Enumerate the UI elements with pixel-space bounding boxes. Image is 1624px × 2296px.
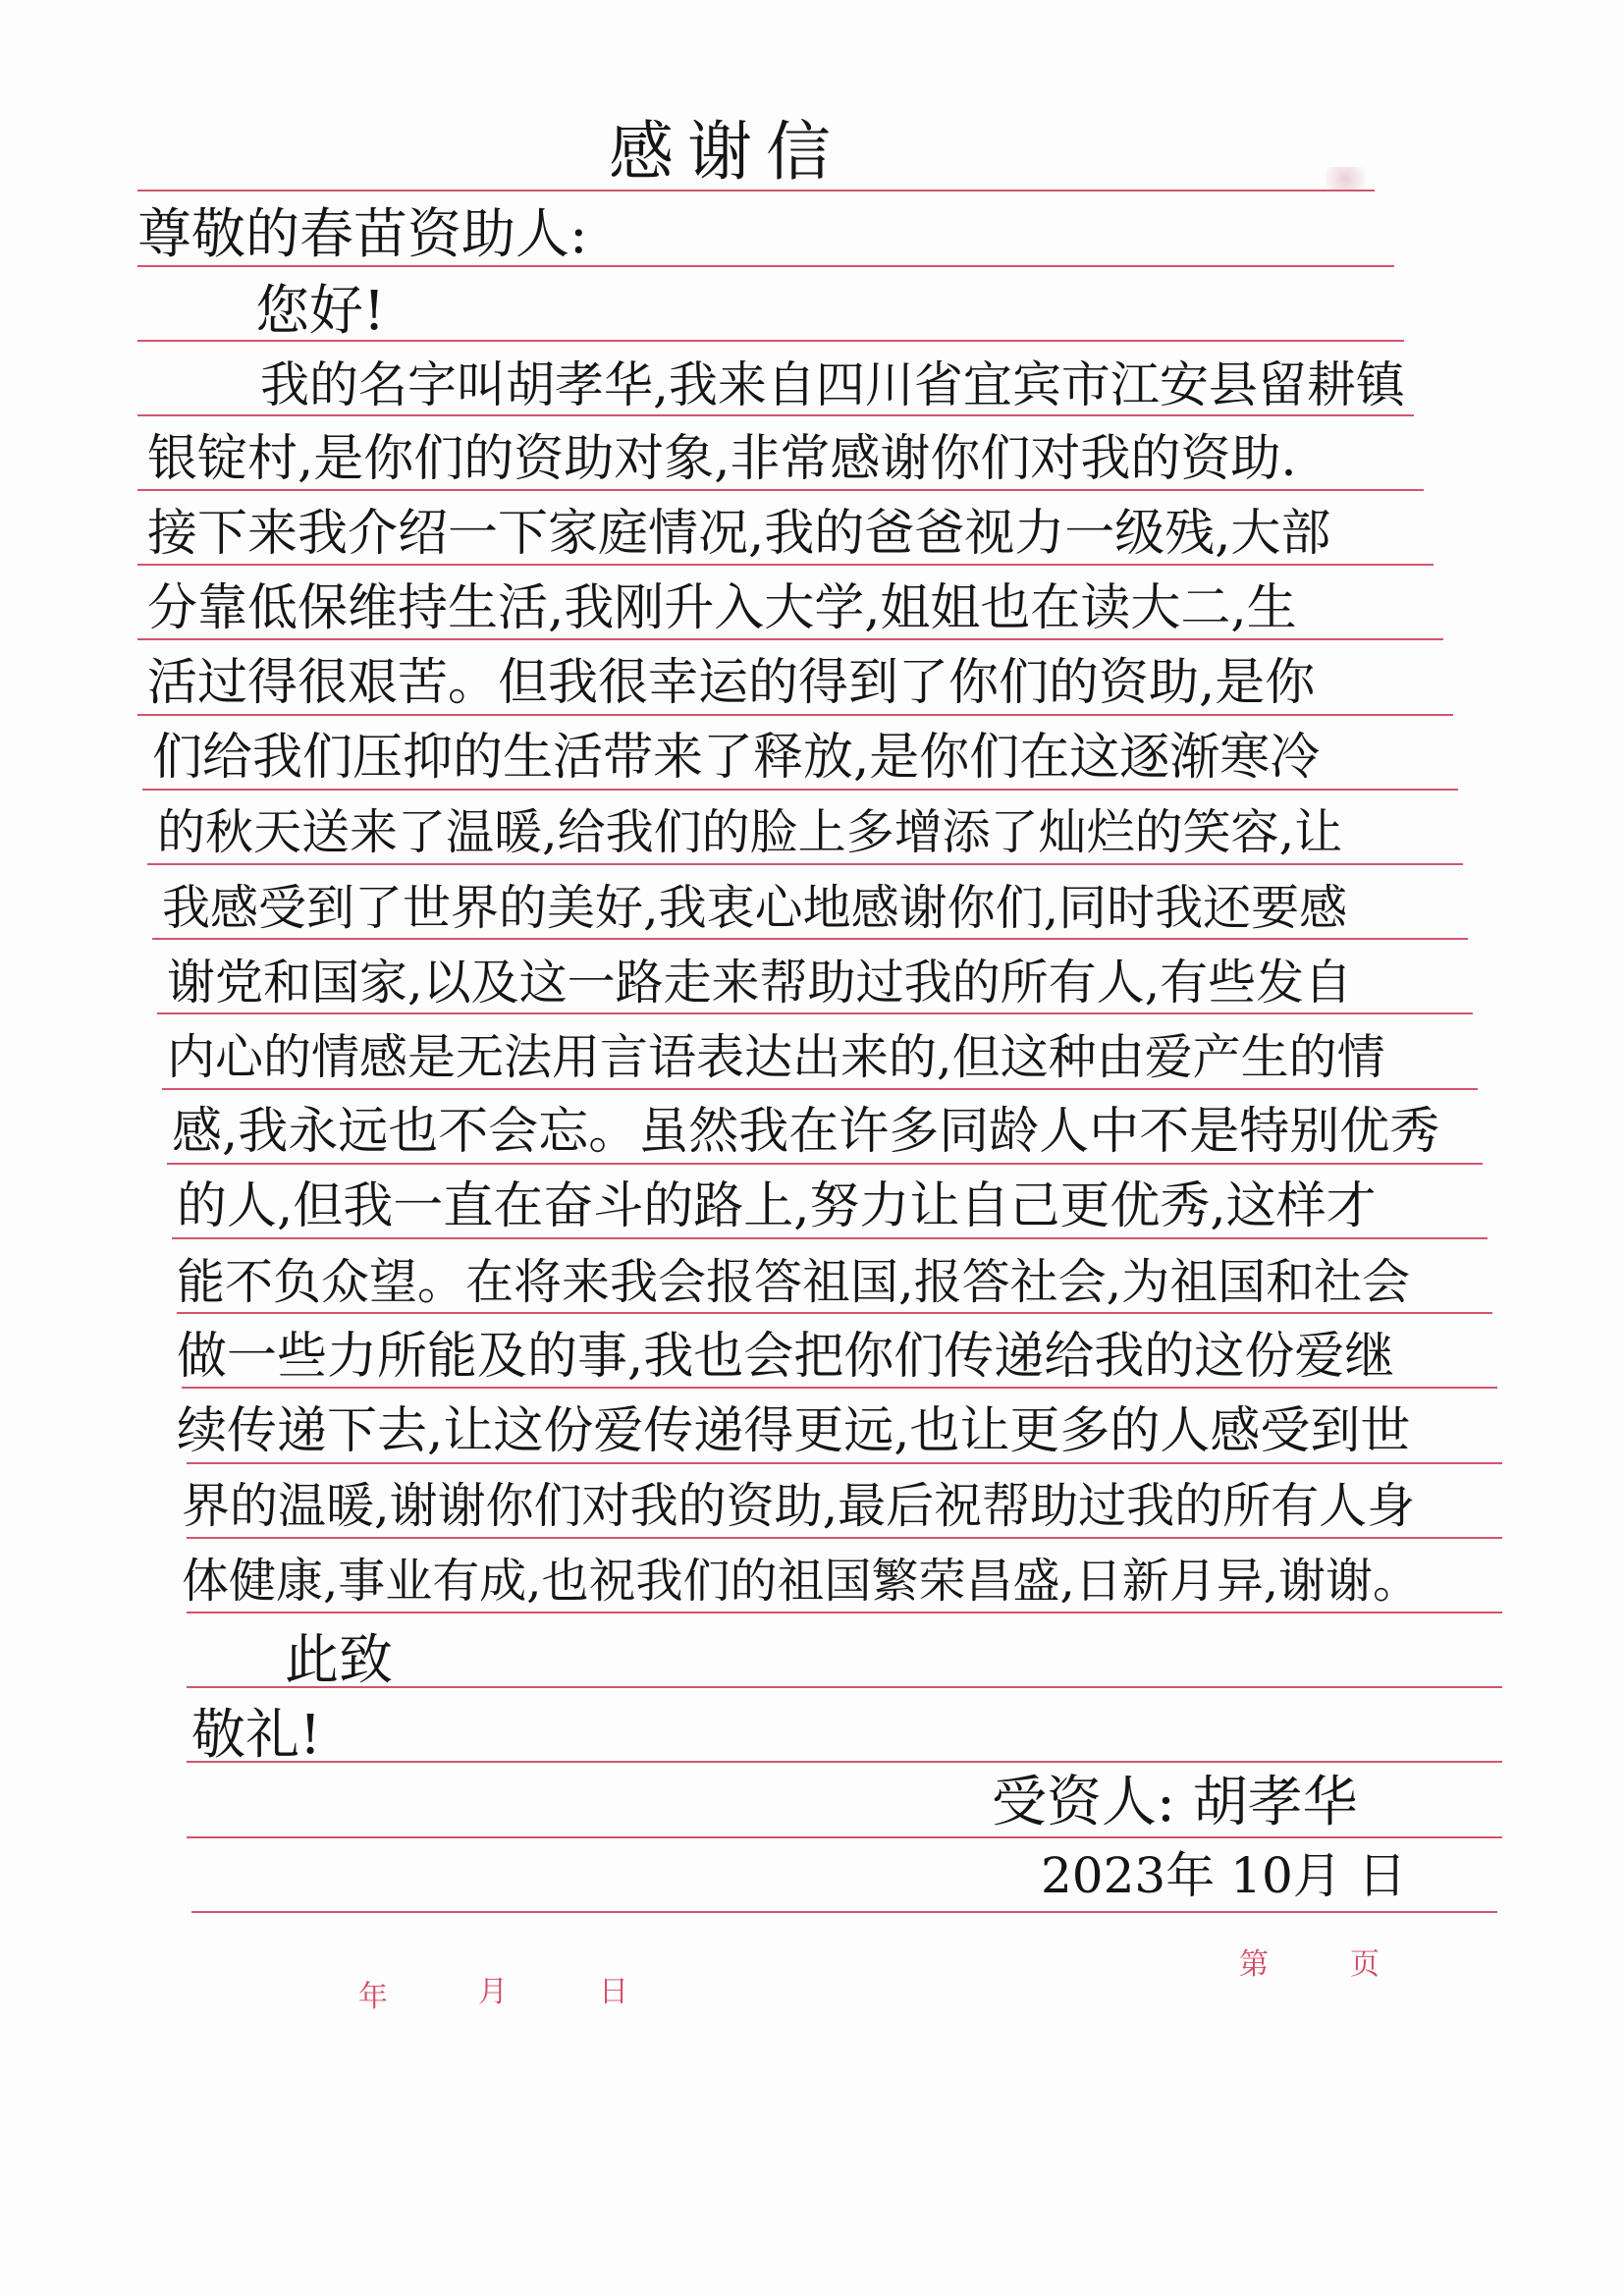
body-line: 续传递下去,让这份爱传递得更远,也让更多的人感受到世 [177,1402,1411,1460]
rule-line [187,1761,1502,1763]
body-line: 银锭村,是你们的资助对象,非常感谢你们对我的资助. [147,430,1297,488]
signature: 受资人: 胡孝华 [992,1771,1358,1834]
body-line: 能不负众望。在将来我会报答祖国,报答社会,为祖国和社会 [177,1254,1411,1310]
rule-line [172,1237,1488,1239]
greeting: 您好! [255,279,386,342]
body-line: 谢党和国家,以及这一路走来帮助过我的所有人,有些发自 [167,955,1353,1011]
rule-line [177,1312,1492,1314]
rule-line [152,938,1468,940]
closing-zhizhi: 此致 [285,1628,394,1691]
body-line: 们给我们压抑的生活带来了释放,是你们在这逐渐寒冷 [152,729,1321,787]
rule-line [187,1462,1502,1464]
body-line: 做一些力所能及的事,我也会把你们传递给我的这份爱继 [177,1328,1395,1386]
body-line: 的人,但我一直在奋斗的路上,努力让自己更优秀,这样才 [177,1177,1377,1235]
body-line: 我的名字叫胡孝华,我来自四川省宜宾市江安县留耕镇 [260,356,1405,413]
body-line: 的秋天送来了温暖,给我们的脸上多增添了灿烂的笑容,让 [157,804,1343,860]
letter-title: 感谢信 [609,114,844,190]
rule-line [187,1612,1502,1613]
rule-line [137,414,1414,416]
salutation: 尊敬的春苗资助人: [137,202,588,265]
rule-line [137,265,1394,267]
rule-line [157,1012,1473,1014]
body-line: 界的温暖,谢谢你们对我的资助,最后祝帮助过我的所有人身 [182,1478,1416,1534]
rule-line [167,1163,1483,1165]
rule-line [187,1836,1502,1838]
rule-line [137,638,1443,640]
rule-line [137,714,1453,716]
rule-line [137,190,1375,191]
footer-page-suffix: 页 [1350,1947,1380,1982]
body-line: 内心的情感是无法用言语表达出来的,但这种由爱产生的情 [167,1029,1385,1085]
rule-line [142,789,1458,791]
footer-day-label: 日 [599,1975,628,2009]
rule-line [182,1387,1497,1389]
letter-date: 2023年 10月 日 [1041,1847,1407,1904]
body-line: 分靠低保维持生活,我刚升入大学,姐姐也在读大二,生 [147,579,1297,637]
footer-year-label: 年 [358,1980,388,2014]
rule-line [137,489,1424,491]
closing-jingli: 敬礼! [191,1703,322,1766]
footer-month-label: 月 [478,1975,508,2009]
body-line: 我感受到了世界的美好,我衷心地感谢你们,同时我还要感 [162,880,1348,936]
footer-page-prefix: 第 [1239,1947,1269,1982]
body-line: 感,我永远也不会忘。虽然我在许多同龄人中不是特别优秀 [172,1103,1440,1161]
body-line: 接下来我介绍一下家庭情况,我的爸爸视力一级残,大部 [147,505,1331,563]
rule-line [191,1911,1497,1913]
rule-line [162,1088,1478,1090]
body-line: 活过得很艰苦。但我很幸运的得到了你们的资助,是你 [147,654,1316,712]
rule-line [147,863,1463,865]
body-line: 体健康,事业有成,也祝我们的祖国繁荣昌盛,日新月异,谢谢。 [182,1554,1421,1609]
rule-line [137,564,1434,566]
rule-line [187,1537,1502,1539]
paper-smudge [1326,167,1365,191]
